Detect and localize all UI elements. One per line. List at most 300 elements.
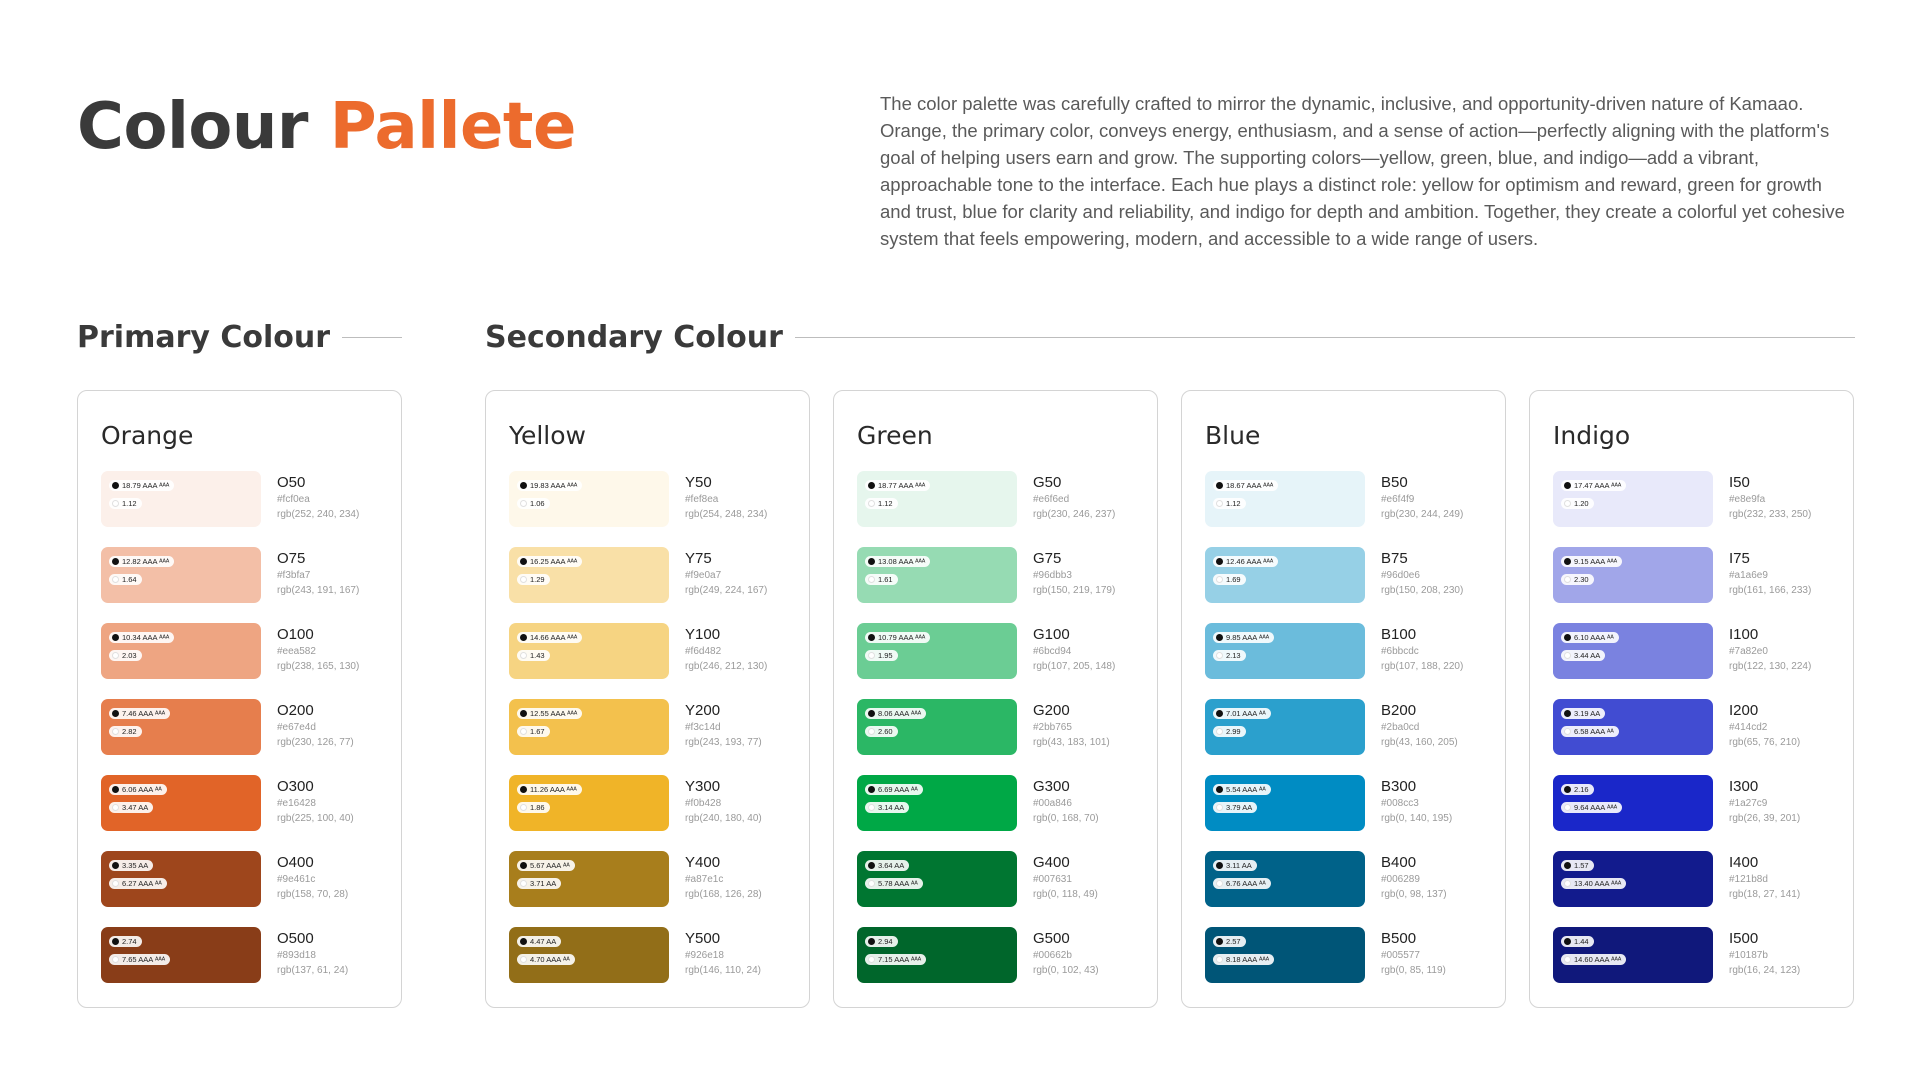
- swatch-info: [685, 854, 762, 902]
- palette-card-yellow: [485, 390, 810, 1008]
- contrast-on-black-badge: 6.10 AAA ᴬᴬ: [1561, 632, 1619, 643]
- swatch-rgb: rgb(0, 85, 119): [1381, 965, 1446, 976]
- color-swatch: [1205, 699, 1365, 755]
- primary-section-header: [77, 315, 402, 359]
- swatch-rgb: rgb(252, 240, 234): [277, 509, 360, 520]
- swatch-info: [1381, 474, 1463, 522]
- color-swatch: [1205, 471, 1365, 527]
- swatch-hex: #e6f6ed: [1033, 494, 1070, 505]
- color-swatch: [101, 547, 261, 603]
- title-main: Colour: [77, 90, 308, 164]
- swatch-row: [1205, 623, 1495, 699]
- swatch-name: I50: [1729, 474, 1750, 491]
- swatch-rgb: rgb(230, 126, 77): [277, 737, 354, 748]
- swatch-row: [1205, 927, 1495, 1003]
- contrast-on-black-badge: 18.67 AAA ᴬᴬᴬ: [1213, 480, 1278, 491]
- swatch-hex: #f3bfa7: [277, 570, 311, 581]
- swatch-info: [1033, 550, 1115, 598]
- swatch-hex: #121b8d: [1729, 874, 1768, 885]
- swatch-row: [509, 927, 799, 1003]
- swatch-info: [277, 930, 348, 978]
- swatch-row: [1205, 471, 1495, 547]
- swatch-info: [1381, 550, 1463, 598]
- swatch-name: B300: [1381, 778, 1417, 795]
- swatch-hex: #e67e4d: [277, 722, 316, 733]
- contrast-on-black-badge: 11.26 AAA ᴬᴬᴬ: [517, 784, 582, 795]
- swatch-rgb: rgb(16, 24, 123): [1729, 965, 1801, 976]
- swatch-rgb: rgb(0, 140, 195): [1381, 813, 1453, 824]
- swatch-row: [857, 471, 1147, 547]
- swatch-name: Y400: [685, 854, 721, 871]
- contrast-on-black-badge: 8.06 AAA ᴬᴬᴬ: [865, 708, 926, 719]
- color-swatch: [509, 927, 669, 983]
- color-swatch: [1205, 547, 1365, 603]
- swatch-info: [1729, 930, 1800, 978]
- contrast-on-white-badge: 9.64 AAA ᴬᴬᴬ: [1561, 802, 1622, 813]
- swatch-info: [277, 626, 359, 674]
- swatch-hex: #008cc3: [1381, 798, 1419, 809]
- color-swatch: [101, 471, 261, 527]
- contrast-on-white-badge: 3.14 AA: [865, 802, 909, 813]
- palette-card-title: Green: [857, 421, 933, 450]
- swatch-rgb: rgb(246, 212, 130): [685, 661, 768, 672]
- swatch-info: [1033, 702, 1110, 750]
- contrast-on-black-badge: 5.67 AAA ᴬᴬ: [517, 860, 575, 871]
- swatch-hex: #e8e9fa: [1729, 494, 1766, 505]
- swatch-row: [509, 699, 799, 775]
- contrast-on-black-badge: 4.47 AA: [517, 936, 561, 947]
- swatch-name: B100: [1381, 626, 1417, 643]
- palette-card-orange: [77, 390, 402, 1008]
- color-swatch: [1553, 927, 1713, 983]
- contrast-on-black-badge: 7.46 AAA ᴬᴬᴬ: [109, 708, 170, 719]
- swatch-hex: #f6d482: [685, 646, 722, 657]
- color-swatch: [509, 623, 669, 679]
- swatch-name: I500: [1729, 930, 1759, 947]
- contrast-on-white-badge: 8.18 AAA ᴬᴬᴬ: [1213, 954, 1274, 965]
- contrast-on-white-badge: 1.12: [109, 498, 142, 509]
- color-swatch: [509, 775, 669, 831]
- swatch-row: [1553, 547, 1843, 623]
- swatch-name: O500: [277, 930, 314, 947]
- swatch-row: [857, 547, 1147, 623]
- swatch-row: [101, 699, 391, 775]
- contrast-on-black-badge: 6.06 AAA ᴬᴬ: [109, 784, 167, 795]
- swatch-hex: #96d0e6: [1381, 570, 1420, 581]
- swatch-name: O400: [277, 854, 314, 871]
- swatch-row: [1553, 471, 1843, 547]
- contrast-on-black-badge: 18.79 AAA ᴬᴬᴬ: [109, 480, 174, 491]
- contrast-on-white-badge: 1.69: [1213, 574, 1246, 585]
- swatch-name: O75: [277, 550, 306, 567]
- contrast-on-black-badge: 13.08 AAA ᴬᴬᴬ: [865, 556, 930, 567]
- swatch-hex: #f9e0a7: [685, 570, 722, 581]
- swatch-rgb: rgb(107, 188, 220): [1381, 661, 1464, 672]
- palette-card-title: Yellow: [509, 421, 586, 450]
- swatch-hex: #a87e1c: [685, 874, 724, 885]
- swatch-name: O200: [277, 702, 314, 719]
- swatch-name: G100: [1033, 626, 1070, 643]
- swatch-row: [857, 623, 1147, 699]
- contrast-on-white-badge: 6.58 AAA ᴬᴬ: [1561, 726, 1619, 737]
- swatch-list: [101, 471, 391, 1003]
- swatch-row: [1205, 851, 1495, 927]
- swatch-name: I400: [1729, 854, 1759, 871]
- swatch-hex: #1a27c9: [1729, 798, 1768, 809]
- swatch-name: Y100: [685, 626, 721, 643]
- swatch-info: [1033, 778, 1099, 826]
- swatch-rgb: rgb(0, 102, 43): [1033, 965, 1099, 976]
- swatch-rgb: rgb(150, 208, 230): [1381, 585, 1464, 596]
- swatch-rgb: rgb(243, 193, 77): [685, 737, 762, 748]
- swatch-row: [101, 547, 391, 623]
- contrast-on-black-badge: 19.83 AAA ᴬᴬᴬ: [517, 480, 582, 491]
- contrast-on-white-badge: 1.95: [865, 650, 898, 661]
- swatch-row: [857, 927, 1147, 1003]
- contrast-on-black-badge: 16.25 AAA ᴬᴬᴬ: [517, 556, 582, 567]
- color-swatch: [857, 623, 1017, 679]
- swatch-info: [685, 626, 767, 674]
- swatch-hex: #00a846: [1033, 798, 1072, 809]
- contrast-on-white-badge: 1.06: [517, 498, 550, 509]
- contrast-on-black-badge: 3.35 AA: [109, 860, 153, 871]
- swatch-name: I200: [1729, 702, 1759, 719]
- swatch-hex: #2ba0cd: [1381, 722, 1420, 733]
- contrast-on-white-badge: 4.70 AAA ᴬᴬ: [517, 954, 575, 965]
- swatch-info: [1381, 702, 1458, 750]
- swatch-row: [1553, 927, 1843, 1003]
- page-title: [77, 90, 576, 164]
- color-swatch: [857, 547, 1017, 603]
- contrast-on-white-badge: 3.71 AA: [517, 878, 561, 889]
- color-swatch: [857, 851, 1017, 907]
- swatch-hex: #a1a6e9: [1729, 570, 1768, 581]
- contrast-on-black-badge: 3.19 AA: [1561, 708, 1605, 719]
- swatch-rgb: rgb(122, 130, 224): [1729, 661, 1812, 672]
- color-swatch: [101, 775, 261, 831]
- section-divider: [342, 337, 402, 338]
- contrast-on-black-badge: 2.74: [109, 936, 142, 947]
- swatch-info: [277, 474, 359, 522]
- contrast-on-black-badge: 9.85 AAA ᴬᴬᴬ: [1213, 632, 1274, 643]
- contrast-on-white-badge: 1.43: [517, 650, 550, 661]
- swatch-name: G75: [1033, 550, 1062, 567]
- swatch-row: [509, 775, 799, 851]
- swatch-row: [509, 851, 799, 927]
- swatch-row: [101, 471, 391, 547]
- color-swatch: [101, 623, 261, 679]
- swatch-row: [101, 775, 391, 851]
- swatch-row: [1553, 851, 1843, 927]
- swatch-rgb: rgb(249, 224, 167): [685, 585, 768, 596]
- swatch-rgb: rgb(146, 110, 24): [685, 965, 761, 976]
- contrast-on-white-badge: 1.64: [109, 574, 142, 585]
- contrast-on-white-badge: 2.30: [1561, 574, 1594, 585]
- palette-card-blue: [1181, 390, 1506, 1008]
- swatch-rgb: rgb(230, 244, 249): [1381, 509, 1464, 520]
- color-swatch: [1553, 851, 1713, 907]
- title-accent: Pallete: [329, 90, 576, 164]
- swatch-hex: #eea582: [277, 646, 316, 657]
- contrast-on-white-badge: 2.99: [1213, 726, 1246, 737]
- swatch-name: B200: [1381, 702, 1417, 719]
- contrast-on-white-badge: 1.67: [517, 726, 550, 737]
- swatch-hex: #f3c14d: [685, 722, 721, 733]
- contrast-on-black-badge: 3.11 AA: [1213, 860, 1257, 871]
- contrast-on-black-badge: 14.66 AAA ᴬᴬᴬ: [517, 632, 582, 643]
- swatch-row: [1553, 775, 1843, 851]
- contrast-on-black-badge: 1.44: [1561, 936, 1594, 947]
- swatch-row: [857, 699, 1147, 775]
- swatch-info: [1033, 626, 1115, 674]
- swatch-row: [1205, 699, 1495, 775]
- contrast-on-white-badge: 1.12: [865, 498, 898, 509]
- contrast-on-black-badge: 2.57: [1213, 936, 1246, 947]
- swatch-rgb: rgb(0, 118, 49): [1033, 889, 1098, 900]
- swatch-list: [1205, 471, 1495, 1003]
- swatch-hex: #6bbcdc: [1381, 646, 1419, 657]
- swatch-name: O300: [277, 778, 314, 795]
- swatch-row: [1553, 699, 1843, 775]
- swatch-info: [685, 474, 767, 522]
- swatch-info: [1033, 930, 1099, 978]
- swatch-hex: #006289: [1381, 874, 1420, 885]
- swatch-list: [1553, 471, 1843, 1003]
- swatch-row: [1205, 547, 1495, 623]
- swatch-hex: #f0b428: [685, 798, 722, 809]
- swatch-info: [277, 702, 354, 750]
- color-swatch: [1553, 547, 1713, 603]
- swatch-info: [1381, 626, 1463, 674]
- swatch-name: I100: [1729, 626, 1759, 643]
- contrast-on-white-badge: 1.20: [1561, 498, 1594, 509]
- contrast-on-white-badge: 2.03: [109, 650, 142, 661]
- swatch-info: [1033, 474, 1115, 522]
- contrast-on-black-badge: 1.57: [1561, 860, 1594, 871]
- swatch-row: [509, 547, 799, 623]
- color-swatch: [1205, 775, 1365, 831]
- contrast-on-white-badge: 2.13: [1213, 650, 1246, 661]
- color-swatch: [509, 851, 669, 907]
- contrast-on-black-badge: 10.79 AAA ᴬᴬᴬ: [865, 632, 930, 643]
- swatch-list: [857, 471, 1147, 1003]
- contrast-on-black-badge: 10.34 AAA ᴬᴬᴬ: [109, 632, 174, 643]
- swatch-rgb: rgb(240, 180, 40): [685, 813, 762, 824]
- contrast-on-white-badge: 3.44 AA: [1561, 650, 1605, 661]
- color-swatch: [101, 699, 261, 755]
- contrast-on-white-badge: 7.15 AAA ᴬᴬᴬ: [865, 954, 926, 965]
- swatch-info: [685, 778, 762, 826]
- swatch-info: [277, 778, 354, 826]
- swatch-info: [1729, 626, 1811, 674]
- color-swatch: [101, 927, 261, 983]
- contrast-on-white-badge: 7.65 AAA ᴬᴬᴬ: [109, 954, 170, 965]
- swatch-rgb: rgb(230, 246, 237): [1033, 509, 1116, 520]
- swatch-info: [1729, 474, 1811, 522]
- contrast-on-white-badge: 1.29: [517, 574, 550, 585]
- swatch-rgb: rgb(168, 126, 28): [685, 889, 762, 900]
- swatch-info: [1729, 854, 1800, 902]
- swatch-info: [1729, 550, 1811, 598]
- swatch-rgb: rgb(107, 205, 148): [1033, 661, 1116, 672]
- color-swatch: [857, 471, 1017, 527]
- color-swatch: [509, 471, 669, 527]
- contrast-on-white-badge: 2.60: [865, 726, 898, 737]
- contrast-on-white-badge: 3.47 AA: [109, 802, 153, 813]
- palette-card-title: Indigo: [1553, 421, 1631, 450]
- swatch-hex: #96dbb3: [1033, 570, 1072, 581]
- swatch-info: [277, 550, 359, 598]
- swatch-name: G400: [1033, 854, 1070, 871]
- palette-card-title: Orange: [101, 421, 194, 450]
- swatch-info: [1381, 854, 1447, 902]
- swatch-row: [509, 471, 799, 547]
- contrast-on-black-badge: 3.64 AA: [865, 860, 909, 871]
- color-swatch: [509, 547, 669, 603]
- swatch-rgb: rgb(137, 61, 24): [277, 965, 349, 976]
- swatch-hex: #fcf0ea: [277, 494, 310, 505]
- contrast-on-white-badge: 3.79 AA: [1213, 802, 1257, 813]
- contrast-on-black-badge: 12.55 AAA ᴬᴬᴬ: [517, 708, 582, 719]
- swatch-hex: #00662b: [1033, 950, 1072, 961]
- swatch-name: B500: [1381, 930, 1417, 947]
- palette-card-indigo: [1529, 390, 1854, 1008]
- swatch-row: [509, 623, 799, 699]
- swatch-info: [1381, 930, 1446, 978]
- color-swatch: [857, 927, 1017, 983]
- contrast-on-white-badge: 1.12: [1213, 498, 1246, 509]
- palette-description: The color palette was carefully crafted to mirror the dynamic, inclusive, and opportunity-driven nature of Kamaao. Orange, the primary color, conveys energy, enthusiasm, and a sense of action—perfectly aligning with the platform's goal of helping users earn and grow. The supporting colors—yellow, green, blue, and indigo—add a vibrant, approachable tone to the interface. Each hue plays a distinct role: yellow for optimism and reward, green for growth and trust, blue for clarity and reliability, and indigo for depth and ambition. Together, they create a colorful yet cohesive system that feels empowering, modern, and accessible to a wide range of users.: [880, 93, 1845, 249]
- swatch-row: [857, 775, 1147, 851]
- contrast-on-white-badge: 6.27 AAA ᴬᴬ: [109, 878, 167, 889]
- contrast-on-black-badge: 2.94: [865, 936, 898, 947]
- swatch-info: [1729, 778, 1800, 826]
- swatch-name: G300: [1033, 778, 1070, 795]
- swatch-hex: #414cd2: [1729, 722, 1768, 733]
- swatch-name: Y200: [685, 702, 721, 719]
- color-swatch: [1553, 471, 1713, 527]
- swatch-row: [857, 851, 1147, 927]
- contrast-on-white-badge: 1.61: [865, 574, 898, 585]
- color-swatch: [1553, 699, 1713, 755]
- color-swatch: [857, 699, 1017, 755]
- swatch-hex: #6bcd94: [1033, 646, 1072, 657]
- color-swatch: [1553, 623, 1713, 679]
- swatch-name: O100: [277, 626, 314, 643]
- palette-card-green: [833, 390, 1158, 1008]
- secondary-section-header: [485, 315, 1855, 359]
- swatch-name: B400: [1381, 854, 1417, 871]
- swatch-hex: #9e461c: [277, 874, 316, 885]
- swatch-info: [685, 550, 767, 598]
- swatch-hex: #005577: [1381, 950, 1420, 961]
- contrast-on-black-badge: 12.46 AAA ᴬᴬᴬ: [1213, 556, 1278, 567]
- swatch-hex: #10187b: [1729, 950, 1768, 961]
- swatch-name: G50: [1033, 474, 1062, 491]
- swatch-row: [1205, 775, 1495, 851]
- swatch-name: Y75: [685, 550, 712, 567]
- swatch-row: [101, 851, 391, 927]
- primary-section-title: Primary Colour: [77, 319, 331, 355]
- swatch-row: [101, 623, 391, 699]
- swatch-name: Y300: [685, 778, 721, 795]
- contrast-on-white-badge: 1.86: [517, 802, 550, 813]
- swatch-row: [1553, 623, 1843, 699]
- swatch-hex: #2bb765: [1033, 722, 1072, 733]
- color-swatch: [101, 851, 261, 907]
- color-swatch: [1205, 851, 1365, 907]
- contrast-on-white-badge: 14.60 AAA ᴬᴬᴬ: [1561, 954, 1626, 965]
- swatch-name: Y50: [685, 474, 712, 491]
- swatch-name: Y500: [685, 930, 721, 947]
- swatch-name: O50: [277, 474, 306, 491]
- swatch-name: B75: [1381, 550, 1408, 567]
- swatch-info: [1381, 778, 1452, 826]
- color-swatch: [1205, 623, 1365, 679]
- swatch-rgb: rgb(243, 191, 167): [277, 585, 360, 596]
- swatch-rgb: rgb(161, 166, 233): [1729, 585, 1812, 596]
- swatch-list: [509, 471, 799, 1003]
- swatch-hex: #926e18: [685, 950, 724, 961]
- contrast-on-white-badge: 6.76 AAA ᴬᴬ: [1213, 878, 1271, 889]
- swatch-info: [277, 854, 348, 902]
- swatch-name: G200: [1033, 702, 1070, 719]
- contrast-on-white-badge: 5.78 AAA ᴬᴬ: [865, 878, 923, 889]
- swatch-name: I300: [1729, 778, 1759, 795]
- swatch-rgb: rgb(232, 233, 250): [1729, 509, 1812, 520]
- swatch-hex: #007631: [1033, 874, 1072, 885]
- swatch-info: [685, 930, 761, 978]
- swatch-name: B50: [1381, 474, 1408, 491]
- contrast-on-white-badge: 2.82: [109, 726, 142, 737]
- section-divider: [795, 337, 1855, 338]
- contrast-on-black-badge: 9.15 AAA ᴬᴬᴬ: [1561, 556, 1622, 567]
- swatch-rgb: rgb(43, 160, 205): [1381, 737, 1458, 748]
- swatch-rgb: rgb(0, 168, 70): [1033, 813, 1099, 824]
- swatch-row: [101, 927, 391, 1003]
- swatch-hex: #fef8ea: [685, 494, 719, 505]
- contrast-on-black-badge: 5.54 AAA ᴬᴬ: [1213, 784, 1271, 795]
- contrast-on-black-badge: 18.77 AAA ᴬᴬᴬ: [865, 480, 930, 491]
- color-swatch: [1205, 927, 1365, 983]
- contrast-on-black-badge: 7.01 AAA ᴬᴬ: [1213, 708, 1271, 719]
- swatch-rgb: rgb(0, 98, 137): [1381, 889, 1447, 900]
- swatch-rgb: rgb(18, 27, 141): [1729, 889, 1801, 900]
- color-swatch: [509, 699, 669, 755]
- swatch-hex: #893d18: [277, 950, 316, 961]
- swatch-rgb: rgb(254, 248, 234): [685, 509, 768, 520]
- contrast-on-black-badge: 12.82 AAA ᴬᴬᴬ: [109, 556, 174, 567]
- swatch-rgb: rgb(225, 100, 40): [277, 813, 354, 824]
- swatch-rgb: rgb(26, 39, 201): [1729, 813, 1801, 824]
- swatch-info: [1033, 854, 1098, 902]
- swatch-name: I75: [1729, 550, 1750, 567]
- secondary-section-title: Secondary Colour: [485, 319, 783, 355]
- palette-card-title: Blue: [1205, 421, 1261, 450]
- swatch-hex: #e6f4f9: [1381, 494, 1415, 505]
- swatch-info: [685, 702, 762, 750]
- color-swatch: [1553, 775, 1713, 831]
- swatch-rgb: rgb(158, 70, 28): [277, 889, 349, 900]
- contrast-on-black-badge: 17.47 AAA ᴬᴬᴬ: [1561, 480, 1626, 491]
- contrast-on-black-badge: 2.16: [1561, 784, 1594, 795]
- swatch-rgb: rgb(65, 76, 210): [1729, 737, 1801, 748]
- swatch-hex: #7a82e0: [1729, 646, 1768, 657]
- swatch-name: G500: [1033, 930, 1070, 947]
- contrast-on-white-badge: 13.40 AAA ᴬᴬᴬ: [1561, 878, 1626, 889]
- swatch-rgb: rgb(150, 219, 179): [1033, 585, 1116, 596]
- swatch-rgb: rgb(238, 165, 130): [277, 661, 360, 672]
